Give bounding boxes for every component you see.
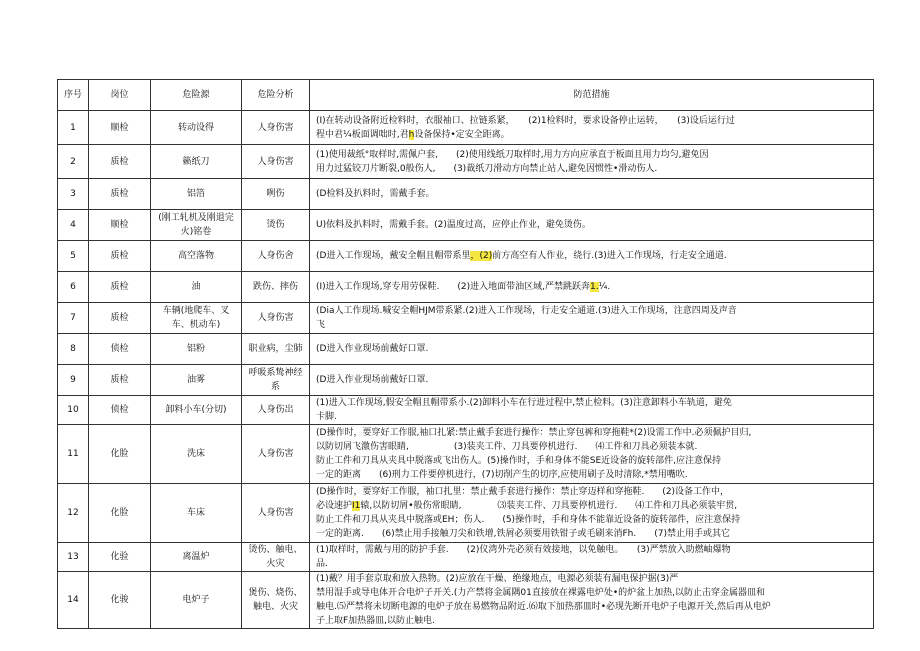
row-analysis: 咧伤	[242, 179, 310, 210]
measure-line: U)依料及扒料时，需戴手套。(2)温度过高，应停止作业，避免烫伤。	[316, 220, 591, 230]
row-hazard: 铝粉	[151, 334, 242, 365]
table-header-row	[58, 80, 874, 111]
row-measures	[310, 241, 874, 272]
row-seq: 3	[58, 179, 89, 210]
row-hazard: (刚工轧机及刚退完火)铭卷	[151, 210, 242, 241]
header-seq: 序号	[58, 80, 89, 111]
table-row	[58, 334, 874, 365]
measure-line: 触电.⑸严禁将未切断电源的电炉子放在易燃物品附近.⑹取下加热那皿时•必现先断开电炉子电源开关,然后再从电炉	[316, 602, 771, 612]
row-measures	[310, 365, 874, 396]
table-row	[58, 179, 874, 210]
table-row	[58, 365, 874, 396]
row-hazard: 转动设得	[151, 111, 242, 145]
row-measures	[310, 111, 874, 145]
row-measures	[310, 543, 874, 572]
row-post: 化验	[89, 543, 151, 572]
highlight-mark: 1.	[590, 282, 599, 292]
measure-line: 防止工件和刀具从夹具中脱落或飞出伤人。(5)操作时，手和身体不能SE近设备的旋转部件,应注意保持	[316, 456, 722, 466]
row-hazard: 籁纸刀	[151, 145, 242, 179]
row-analysis: 人身伤害	[242, 303, 310, 334]
row-seq: 10	[58, 396, 89, 425]
row-seq: 5	[58, 241, 89, 272]
row-measures	[310, 396, 874, 425]
measure-line: (Dia人工作现场.喊安全帽HJM带系紧.(2)进入工作现场，行走安全通道.(3)进入工作现场，注意四周及声音	[316, 306, 737, 316]
measure-line: 用力过猛铰刀片断裂,0般伤人, (3)裁纸刀滑动方向禁止站人,避免因惯性•滑动伤人.	[316, 163, 658, 174]
measure-line: 卡脚.	[316, 412, 337, 422]
row-measures	[310, 572, 874, 629]
row-post: 质检	[89, 303, 151, 334]
row-hazard: 车床	[151, 484, 242, 543]
row-post: 质检	[89, 272, 151, 303]
row-seq: 1	[58, 111, 89, 145]
measure-line: 禁用湿手或导电体开合电炉子开关.(力产禁将金属隅01直接放在裸露电炉处•的炉盆上加热,以防止击穿金属器皿和	[316, 588, 765, 598]
measure-line: (D进入作业现场前戴好口罩.	[316, 344, 429, 354]
row-analysis: 煲伤、烧伤、触电、火灾	[242, 572, 310, 629]
row-seq: 9	[58, 365, 89, 396]
table-row	[58, 272, 874, 303]
table-row	[58, 241, 874, 272]
row-measures	[310, 425, 874, 484]
measure-line: 子上取F加热器皿,以防止触电.	[316, 616, 435, 626]
row-hazard: 高空落物	[151, 241, 242, 272]
measure-line: 品.	[316, 559, 328, 569]
measure-line: (1)戴？用手套京取和放入热物。(2)应放在干燥、绝缘地点，电源必须装有漏电保护据(3)严	[316, 574, 679, 584]
row-analysis: 烫伤、触电、火灾	[242, 543, 310, 572]
row-hazard: 洗床	[151, 425, 242, 484]
row-hazard: 离温炉	[151, 543, 242, 572]
header-measures: 防范措施	[310, 80, 874, 111]
measure-line: (1)使用裁纸°取样时,需佩户套, (2)使用线纸刀取样时,用力方向应承直于板面且用力均匀,避免因	[316, 149, 709, 160]
table-row	[58, 484, 874, 543]
highlight-mark: h	[408, 129, 415, 140]
row-hazard: 电炉子	[151, 572, 242, 629]
row-post: 化脸	[89, 484, 151, 543]
row-seq: 8	[58, 334, 89, 365]
row-seq: 6	[58, 272, 89, 303]
header-analysis: 危险分析	[242, 80, 310, 111]
row-post: 化骏	[89, 572, 151, 629]
row-post: 侦检	[89, 396, 151, 425]
row-analysis: 人身伤岀	[242, 396, 310, 425]
row-seq: 13	[58, 543, 89, 572]
table-body	[58, 111, 874, 629]
row-analysis: 跌伤、摔伤	[242, 272, 310, 303]
measure-line: (1)进入工作现场,假安全帽且帽带系小.(2)卸料小车在行进过程中,禁止检料。(3)注意卸料小车轨道，避免	[316, 398, 732, 408]
row-seq: 4	[58, 210, 89, 241]
table-row	[58, 425, 874, 484]
measure-line: (D检料及扒料时，需戴手套。	[316, 189, 435, 199]
table-row	[58, 303, 874, 334]
measure-line: (D操作时，要穿好工作服，袖口扎里：禁止戴手套进行操作：禁止穿迈样和穿拖鞋. (2)设备工作中，	[316, 487, 730, 497]
row-analysis: 人身伤害	[242, 484, 310, 543]
row-analysis: 人身伤舍	[242, 241, 310, 272]
row-measures	[310, 303, 874, 334]
row-post: 质检	[89, 179, 151, 210]
measure-line: (D进入作业现场前戴好口罩.	[316, 375, 429, 385]
row-measures	[310, 145, 874, 179]
measure-line: 防止工件和刀具从夹具中脱落或EH；伤人. (5)操作时，手和身体不能靠近设备的旋转部件，应注意保持	[316, 515, 741, 525]
table-row	[58, 543, 874, 572]
measure-line: 必设速护I1辕,以防切屑•般伤常眼睛, ⑶装夹工件、刀具要停机进行. ⑷工件和刀具必须装牢贯,	[316, 501, 738, 511]
row-measures	[310, 210, 874, 241]
row-seq: 11	[58, 425, 89, 484]
measure-line: (D进入工作现场，戴安全帽且帽带系里，(2)前方高空有人作业，绕行.(3)进入工作现场，行走安全通道.	[316, 251, 727, 261]
row-seq: 7	[58, 303, 89, 334]
row-seq: 2	[58, 145, 89, 179]
row-hazard: 油	[151, 272, 242, 303]
row-analysis: 烫伤	[242, 210, 310, 241]
row-analysis: 职业病，尘肺	[242, 334, 310, 365]
header-hazard: 危险源	[151, 80, 242, 111]
table-row	[58, 210, 874, 241]
measure-line: 飞	[316, 320, 326, 330]
row-measures	[310, 179, 874, 210]
table-row	[58, 396, 874, 425]
table-row	[58, 111, 874, 145]
measure-line: (D操作时，要穿好工作服,袖口扎紧:禁止戴手套进行操作：禁止穿包裤和穿拖鞋*(2)设需工作中.必须佩护目归,	[316, 428, 752, 438]
row-measures	[310, 334, 874, 365]
highlight-mark: I1	[352, 501, 361, 511]
header-post: 岗位	[89, 80, 151, 111]
measure-line: 一定的距离 (6)刑力工件要停机进行，(7)切削产生的切序,应使用刷子及时清除,*禁用嘴吹.	[316, 470, 688, 480]
row-hazard: 铝箔	[151, 179, 242, 210]
row-measures	[310, 272, 874, 303]
measure-line: (1)取样时，需戴与用的防护手套. (2)仪湾外壳必须有效接地，以免触电。 (3)严禁放入助燃岫爆物	[316, 545, 731, 555]
measure-line: (I)在转动设备附近检料时，衣服袖口、拉链系紧， (2)1检料时，要求设备停止运转， (3)设后运行过	[316, 115, 735, 126]
table-row	[58, 145, 874, 179]
row-post: 质检	[89, 145, 151, 179]
measure-line: (I)进入工作现场,穿专用劳保鞋. (2)进入地面带油区域,严禁跳跃奔1.¼.	[316, 282, 611, 292]
hazard-table	[57, 79, 874, 629]
row-analysis: 人身伤害	[242, 111, 310, 145]
row-analysis: 呼吸系鸷神经系	[242, 365, 310, 396]
row-analysis: 人身伤害	[242, 145, 310, 179]
row-analysis: 人身伤害	[242, 425, 310, 484]
row-post: 侦检	[89, 334, 151, 365]
table-row	[58, 572, 874, 629]
row-post: 顺检	[89, 210, 151, 241]
row-post: 质检	[89, 365, 151, 396]
measure-line: 程中君¼板面调咄时,君h设备保持•定安全距离。	[316, 129, 510, 140]
row-measures	[310, 484, 874, 543]
row-post: 质检	[89, 241, 151, 272]
highlight-mark: ，(2)	[470, 251, 493, 261]
measure-line: 一定的距离. (6)禁止用手接触刀尖和铁增,铁屑必须要用铁钳子或毛刷来消Fh. (7)禁止用手或其它	[316, 529, 730, 539]
measure-line: 以防切屑飞激伤害眼睛, (3)装夹工件、刀具要停机进行. ⑷工件和刀具必须装本就.	[316, 442, 698, 452]
row-hazard: 卸料小车(分切)	[151, 396, 242, 425]
row-post: 化脸	[89, 425, 151, 484]
row-hazard: 油雾	[151, 365, 242, 396]
row-seq: 14	[58, 572, 89, 629]
row-seq: 12	[58, 484, 89, 543]
row-post: 顺检	[89, 111, 151, 145]
row-hazard: 车辆(地爬车、叉车、机动车)	[151, 303, 242, 334]
